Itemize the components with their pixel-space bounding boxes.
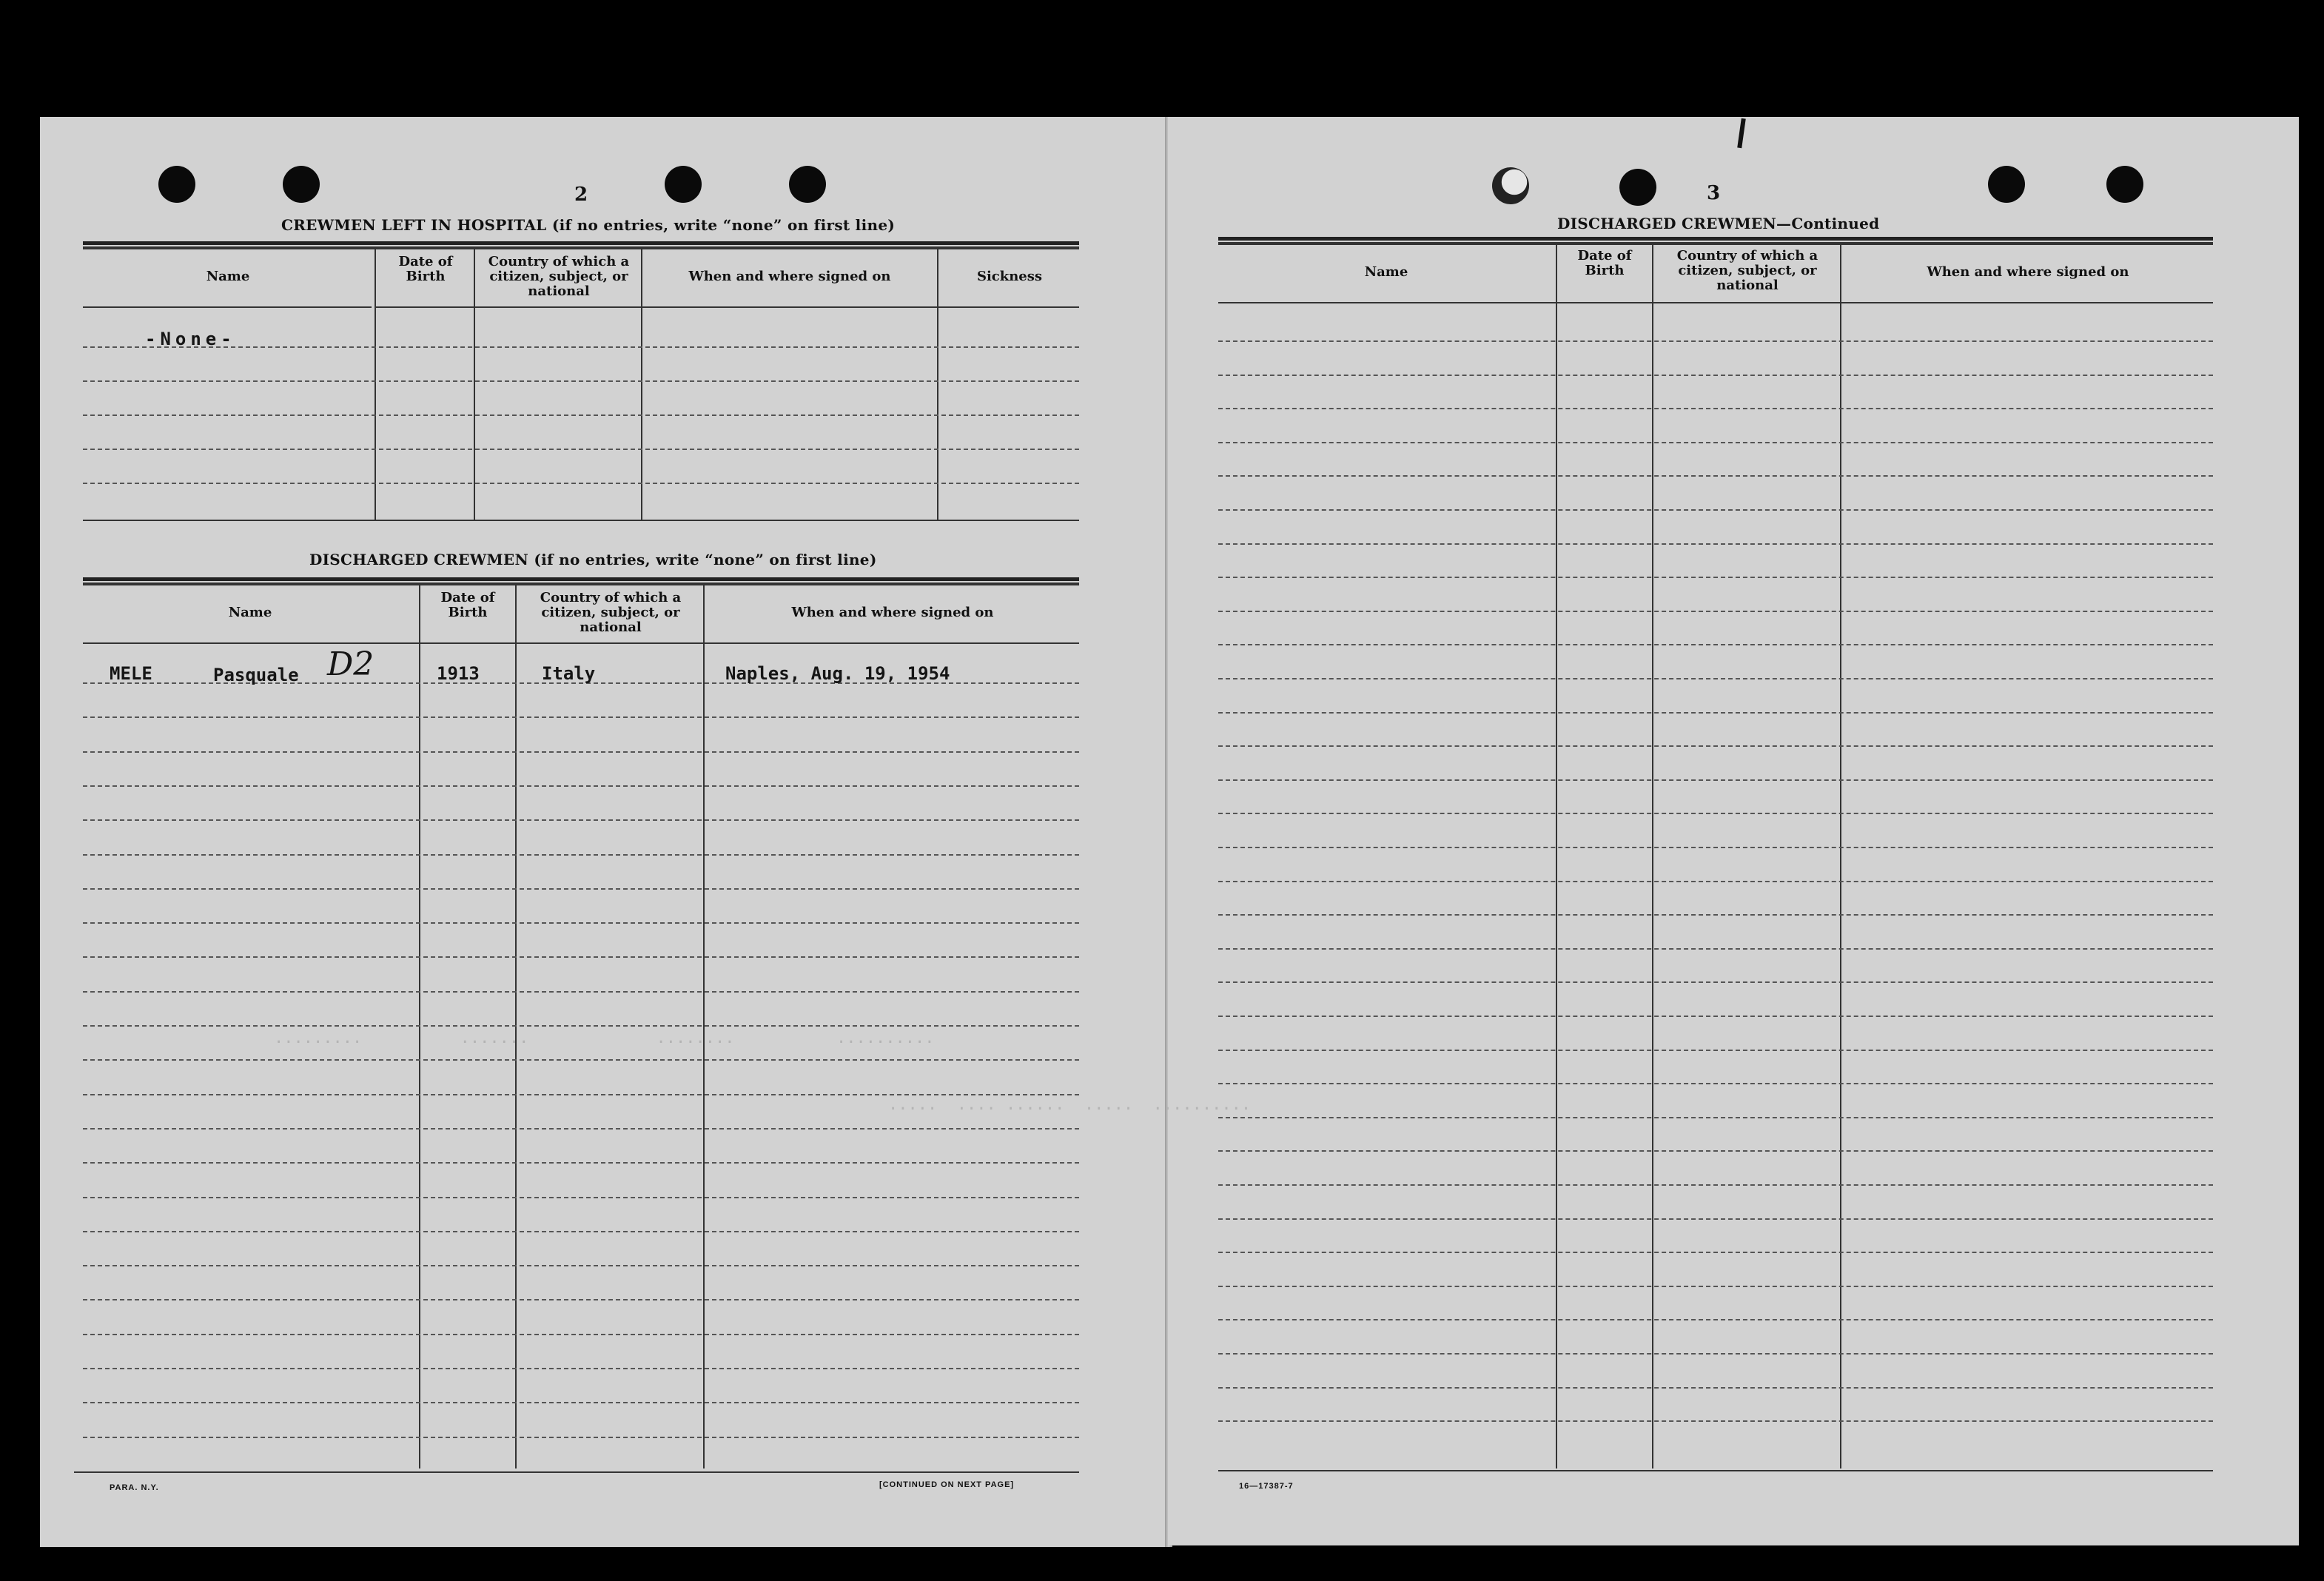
ruled-line xyxy=(1218,1420,2213,1422)
ruled-line xyxy=(1218,948,2213,950)
ruled-line xyxy=(1218,1319,2213,1320)
printer-mark: PARA. N.Y. xyxy=(110,1483,159,1492)
table-bottom-rule xyxy=(74,1471,1079,1473)
col-signed-on: When and where signed on xyxy=(688,269,891,284)
punch-hole-icon xyxy=(665,166,702,203)
column-divider xyxy=(937,247,938,521)
crewman-country: Italy xyxy=(542,663,596,684)
punch-hole-icon xyxy=(1619,169,1656,206)
crewman-given-name: Pasquale xyxy=(213,665,299,685)
ruled-line xyxy=(1218,813,2213,814)
col-name: Name xyxy=(206,269,250,284)
col-birth: Date of Birth xyxy=(1577,248,1632,278)
col-birth: Date of Birth xyxy=(398,254,453,284)
ruled-line xyxy=(83,991,1079,993)
ruled-line xyxy=(83,1197,1079,1198)
punch-hole-icon xyxy=(1988,166,2025,203)
column-divider xyxy=(1556,243,1557,1468)
ruled-line xyxy=(1218,1252,2213,1253)
discharged-section-title xyxy=(309,551,877,568)
col-name: Name xyxy=(1364,264,1408,280)
crewman-signed-on: Naples, Aug. 19, 1954 xyxy=(725,663,950,684)
ruled-line xyxy=(83,922,1079,924)
col-signed-on: When and where signed on xyxy=(791,605,994,620)
ruled-line xyxy=(1218,1117,2213,1118)
col-country: Country of which a citizen, subject, or national xyxy=(1676,248,1818,293)
handwritten-annotation: D2 xyxy=(327,645,375,683)
table-bottom-rule xyxy=(1218,1470,2213,1471)
punch-hole-icon xyxy=(789,166,826,203)
ruled-line xyxy=(83,1231,1079,1232)
bleed-through: ......... ....... ........ xyxy=(274,1029,735,1047)
column-divider xyxy=(474,247,475,521)
punch-hole-icon xyxy=(1492,167,1529,204)
ruled-line xyxy=(83,1162,1079,1164)
ruled-line xyxy=(1218,847,2213,848)
continued-note: [CONTINUED ON NEXT PAGE] xyxy=(879,1480,1015,1489)
ruled-line xyxy=(1218,1387,2213,1389)
ruled-line xyxy=(83,1059,1079,1061)
ruled-line xyxy=(1218,1184,2213,1186)
ruled-line xyxy=(1218,1218,2213,1220)
ruled-line xyxy=(1218,577,2213,578)
ruled-line xyxy=(1218,1050,2213,1051)
ruled-line xyxy=(83,414,1079,416)
crewman-surname: MELE xyxy=(110,663,152,684)
col-signed-on: When and where signed on xyxy=(1927,264,2129,280)
column-divider xyxy=(1652,243,1653,1468)
ruled-line xyxy=(1218,1286,2213,1287)
table-top-rule xyxy=(83,577,1079,583)
column-divider xyxy=(641,247,642,521)
ruled-line xyxy=(83,449,1079,450)
punch-hole-icon xyxy=(158,166,195,203)
right-page xyxy=(1168,117,2299,1545)
ruled-line xyxy=(1218,981,2213,983)
ruled-line xyxy=(1218,644,2213,645)
ruled-line xyxy=(1218,340,2213,342)
col-country: Country of which a citizen, subject, or national xyxy=(540,590,682,635)
ruled-line xyxy=(1218,881,2213,882)
ruled-line xyxy=(1218,745,2213,747)
ruled-line xyxy=(1218,375,2213,376)
header-rule xyxy=(1218,302,2213,303)
crewman-birth: 1913 xyxy=(437,663,480,684)
col-name: Name xyxy=(228,605,272,620)
ruled-line xyxy=(1218,442,2213,443)
ruled-line xyxy=(1218,678,2213,679)
continued-section-title: DISCHARGED CREWMEN—Continued xyxy=(1557,215,1880,232)
header-rule xyxy=(83,306,372,308)
table-top-rule xyxy=(83,241,1079,246)
table-top-rule xyxy=(1218,237,2213,242)
ruled-line xyxy=(1218,611,2213,612)
ruled-line xyxy=(83,1128,1079,1129)
discharged-title-text: DISCHARGED CREWMEN xyxy=(309,551,529,568)
ruled-line xyxy=(1218,1150,2213,1152)
ruled-line xyxy=(83,1368,1079,1369)
discharged-instruction: (if no entries, write “none” on first line) xyxy=(534,551,877,568)
ruled-line xyxy=(83,1025,1079,1027)
column-divider xyxy=(375,247,376,521)
ruled-line xyxy=(1218,1353,2213,1355)
ruled-line xyxy=(1218,1083,2213,1084)
ruled-line xyxy=(83,1402,1079,1403)
hospital-instruction: (if no entries, write “none” on first line) xyxy=(551,216,896,234)
hospital-title-text: CREWMEN LEFT IN HOSPITAL xyxy=(281,216,547,234)
table-bottom-rule xyxy=(83,520,1079,521)
hospital-entry: -None- xyxy=(145,329,236,349)
ruled-line xyxy=(83,1299,1079,1300)
column-divider xyxy=(1840,243,1841,1468)
punch-hole-icon xyxy=(283,166,320,203)
ruled-line xyxy=(83,380,1079,382)
page-number: 2 xyxy=(574,184,588,206)
hospital-section-title xyxy=(281,216,895,234)
bleed-through: .......... xyxy=(836,1029,935,1047)
ruled-line xyxy=(83,716,1079,718)
col-birth: Date of Birth xyxy=(440,590,495,620)
ruled-line xyxy=(1218,408,2213,409)
ruled-line xyxy=(83,1437,1079,1438)
ruled-line xyxy=(1218,1016,2213,1017)
ruled-line xyxy=(83,1265,1079,1266)
ruled-line xyxy=(83,854,1079,856)
col-country: Country of which a citizen, subject, or national xyxy=(488,254,630,299)
header-rule xyxy=(83,642,1079,644)
ruled-line xyxy=(1218,509,2213,511)
ruled-line xyxy=(1218,475,2213,477)
ruled-line xyxy=(1218,914,2213,916)
ruled-line xyxy=(83,956,1079,958)
ruled-line xyxy=(83,751,1079,753)
ruled-line xyxy=(83,483,1079,484)
ruled-line xyxy=(83,1334,1079,1335)
page-number: 3 xyxy=(1707,182,1721,204)
bleed-through: ..... .... ...... ..... .......... xyxy=(888,1095,1252,1114)
ruled-line xyxy=(1218,779,2213,781)
header-rule xyxy=(376,306,1079,308)
punch-hole-icon xyxy=(2106,166,2143,203)
ruled-line xyxy=(83,819,1079,821)
ruled-line xyxy=(1218,543,2213,545)
ruled-line xyxy=(83,785,1079,787)
ruled-line xyxy=(1218,712,2213,714)
form-number: 16—17387-7 xyxy=(1239,1482,1294,1491)
ruled-line xyxy=(83,888,1079,890)
col-sickness: Sickness xyxy=(976,269,1043,284)
